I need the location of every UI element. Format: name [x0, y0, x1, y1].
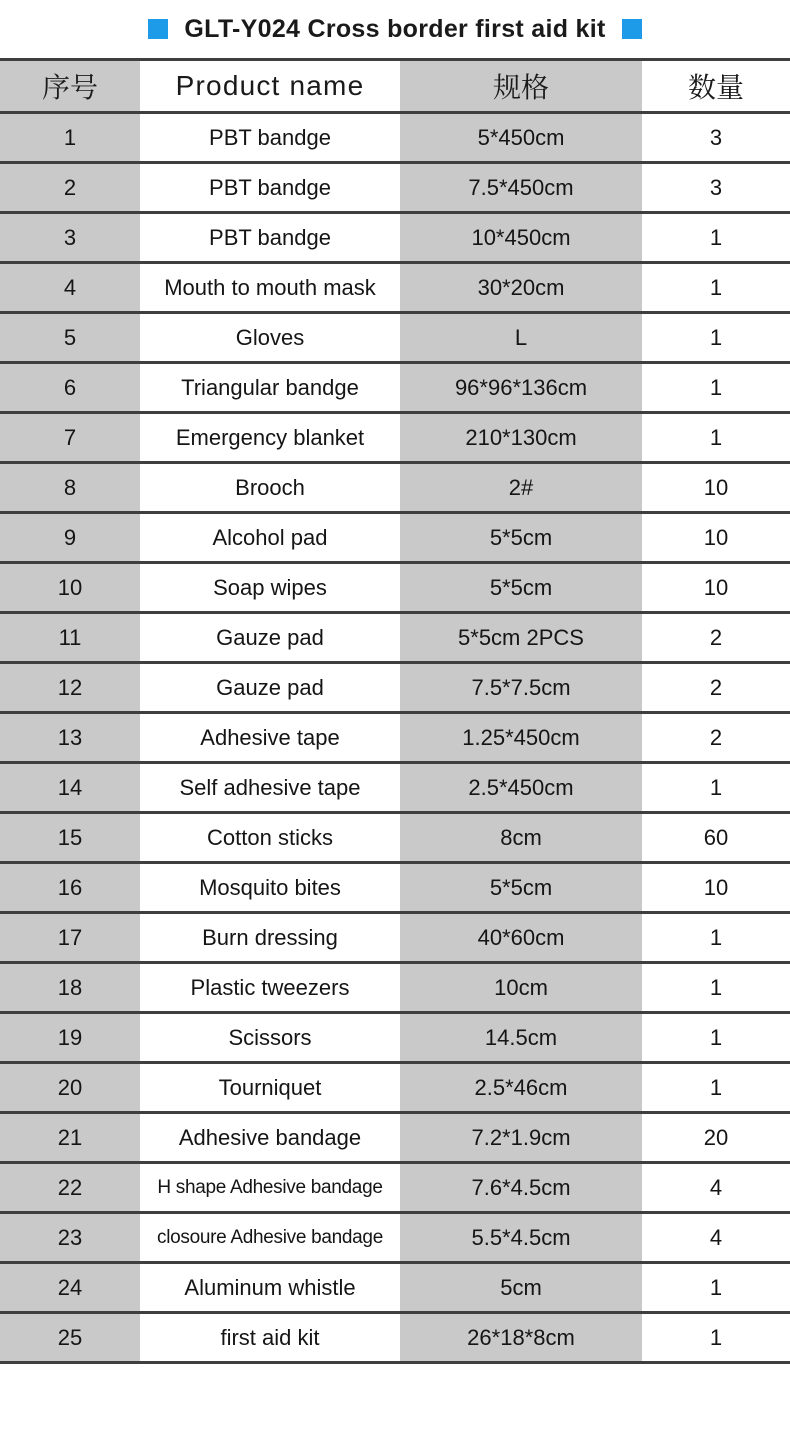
table-row: [0, 213, 790, 263]
cell-number: 3: [0, 213, 140, 263]
column-header-quantity: 数量: [642, 60, 790, 113]
cell-quantity: 1: [642, 913, 790, 963]
cell-quantity: 2: [642, 663, 790, 713]
cell-quantity: 1: [642, 1263, 790, 1313]
cell-number: 5: [0, 313, 140, 363]
table-row: [0, 863, 790, 913]
cell-number: 7: [0, 413, 140, 463]
cell-product-name: Brooch: [140, 463, 400, 513]
table-row: [0, 1163, 790, 1213]
cell-number: 1: [0, 113, 140, 163]
cell-quantity: 2: [642, 713, 790, 763]
cell-specification: 7.2*1.9cm: [400, 1113, 642, 1163]
cell-specification: 7.5*450cm: [400, 163, 642, 213]
title-bar: [0, 0, 790, 58]
cell-product-name: Tourniquet: [140, 1063, 400, 1113]
cell-specification: 5*5cm: [400, 863, 642, 913]
cell-quantity: 10: [642, 513, 790, 563]
cell-quantity: 4: [642, 1213, 790, 1263]
table-row: [0, 413, 790, 463]
table-row: [0, 563, 790, 613]
cell-product-name: Burn dressing: [140, 913, 400, 963]
table-row: [0, 463, 790, 513]
cell-product-name: Mouth to mouth mask: [140, 263, 400, 313]
cell-number: 4: [0, 263, 140, 313]
page-title: GLT-Y024 Cross border first aid kit: [184, 14, 606, 43]
table-row: [0, 1113, 790, 1163]
column-header-product-name: Product name: [140, 60, 400, 113]
blue-square-icon: [622, 19, 642, 39]
cell-quantity: 60: [642, 813, 790, 863]
cell-product-name: Scissors: [140, 1013, 400, 1063]
cell-specification: 2.5*46cm: [400, 1063, 642, 1113]
cell-specification: 5*5cm 2PCS: [400, 613, 642, 663]
cell-product-name: Plastic tweezers: [140, 963, 400, 1013]
cell-product-name: closoure Adhesive bandage: [140, 1213, 400, 1263]
table-header-row: [0, 60, 790, 113]
table-row: [0, 263, 790, 313]
cell-specification: 2.5*450cm: [400, 763, 642, 813]
cell-quantity: 20: [642, 1113, 790, 1163]
cell-specification: 210*130cm: [400, 413, 642, 463]
cell-quantity: 1: [642, 213, 790, 263]
cell-product-name: Soap wipes: [140, 563, 400, 613]
cell-number: 2: [0, 163, 140, 213]
cell-number: 13: [0, 713, 140, 763]
cell-product-name: first aid kit: [140, 1313, 400, 1363]
cell-quantity: 10: [642, 863, 790, 913]
cell-specification: 10*450cm: [400, 213, 642, 263]
cell-specification: L: [400, 313, 642, 363]
column-header-no: 序号: [0, 60, 140, 113]
cell-quantity: 1: [642, 413, 790, 463]
table-row: [0, 913, 790, 963]
table-row: [0, 613, 790, 663]
cell-quantity: 1: [642, 963, 790, 1013]
cell-number: 18: [0, 963, 140, 1013]
cell-number: 15: [0, 813, 140, 863]
cell-quantity: 1: [642, 1013, 790, 1063]
cell-product-name: PBT bandge: [140, 163, 400, 213]
cell-product-name: Aluminum whistle: [140, 1263, 400, 1313]
cell-specification: 7.6*4.5cm: [400, 1163, 642, 1213]
cell-specification: 5cm: [400, 1263, 642, 1313]
cell-number: 22: [0, 1163, 140, 1213]
cell-specification: 8cm: [400, 813, 642, 863]
table-row: [0, 513, 790, 563]
cell-specification: 26*18*8cm: [400, 1313, 642, 1363]
table-body: [0, 113, 790, 1363]
cell-number: 8: [0, 463, 140, 513]
cell-specification: 30*20cm: [400, 263, 642, 313]
table-row: [0, 1063, 790, 1113]
cell-number: 23: [0, 1213, 140, 1263]
cell-quantity: 1: [642, 1313, 790, 1363]
table-row: [0, 1313, 790, 1363]
table-row: [0, 363, 790, 413]
cell-number: 20: [0, 1063, 140, 1113]
cell-number: 21: [0, 1113, 140, 1163]
cell-product-name: Mosquito bites: [140, 863, 400, 913]
cell-quantity: 10: [642, 563, 790, 613]
cell-quantity: 2: [642, 613, 790, 663]
table-row: [0, 763, 790, 813]
cell-specification: 5*450cm: [400, 113, 642, 163]
cell-number: 12: [0, 663, 140, 713]
cell-quantity: 4: [642, 1163, 790, 1213]
cell-number: 9: [0, 513, 140, 563]
table-row: [0, 1263, 790, 1313]
cell-product-name: Adhesive tape: [140, 713, 400, 763]
table-row: [0, 663, 790, 713]
cell-number: 17: [0, 913, 140, 963]
cell-product-name: Self adhesive tape: [140, 763, 400, 813]
cell-specification: 5*5cm: [400, 513, 642, 563]
cell-number: 14: [0, 763, 140, 813]
cell-quantity: 3: [642, 163, 790, 213]
cell-number: 16: [0, 863, 140, 913]
cell-specification: 10cm: [400, 963, 642, 1013]
cell-specification: 5.5*4.5cm: [400, 1213, 642, 1263]
table-row: [0, 1013, 790, 1063]
cell-quantity: 10: [642, 463, 790, 513]
cell-specification: 5*5cm: [400, 563, 642, 613]
cell-number: 11: [0, 613, 140, 663]
cell-product-name: Gloves: [140, 313, 400, 363]
cell-product-name: H shape Adhesive bandage: [140, 1163, 400, 1213]
cell-number: 25: [0, 1313, 140, 1363]
cell-product-name: PBT bandge: [140, 213, 400, 263]
cell-quantity: 3: [642, 113, 790, 163]
cell-specification: 96*96*136cm: [400, 363, 642, 413]
table-row: [0, 713, 790, 763]
cell-product-name: Gauze pad: [140, 663, 400, 713]
cell-quantity: 1: [642, 313, 790, 363]
table-row: [0, 163, 790, 213]
cell-number: 19: [0, 1013, 140, 1063]
first-aid-kit-table: [0, 58, 790, 1364]
cell-quantity: 1: [642, 363, 790, 413]
cell-quantity: 1: [642, 1063, 790, 1113]
cell-specification: 7.5*7.5cm: [400, 663, 642, 713]
table-row: [0, 313, 790, 363]
table-row: [0, 113, 790, 163]
cell-specification: 14.5cm: [400, 1013, 642, 1063]
cell-product-name: Cotton sticks: [140, 813, 400, 863]
table-row: [0, 963, 790, 1013]
blue-square-icon: [148, 19, 168, 39]
cell-number: 10: [0, 563, 140, 613]
cell-product-name: Adhesive bandage: [140, 1113, 400, 1163]
cell-number: 24: [0, 1263, 140, 1313]
cell-specification: 1.25*450cm: [400, 713, 642, 763]
cell-product-name: PBT bandge: [140, 113, 400, 163]
cell-specification: 2#: [400, 463, 642, 513]
cell-product-name: Alcohol pad: [140, 513, 400, 563]
table-row: [0, 813, 790, 863]
cell-specification: 40*60cm: [400, 913, 642, 963]
cell-product-name: Triangular bandge: [140, 363, 400, 413]
cell-product-name: Emergency blanket: [140, 413, 400, 463]
table-row: [0, 1213, 790, 1263]
column-header-spec: 规格: [400, 60, 642, 113]
cell-quantity: 1: [642, 263, 790, 313]
cell-quantity: 1: [642, 763, 790, 813]
cell-number: 6: [0, 363, 140, 413]
cell-product-name: Gauze pad: [140, 613, 400, 663]
